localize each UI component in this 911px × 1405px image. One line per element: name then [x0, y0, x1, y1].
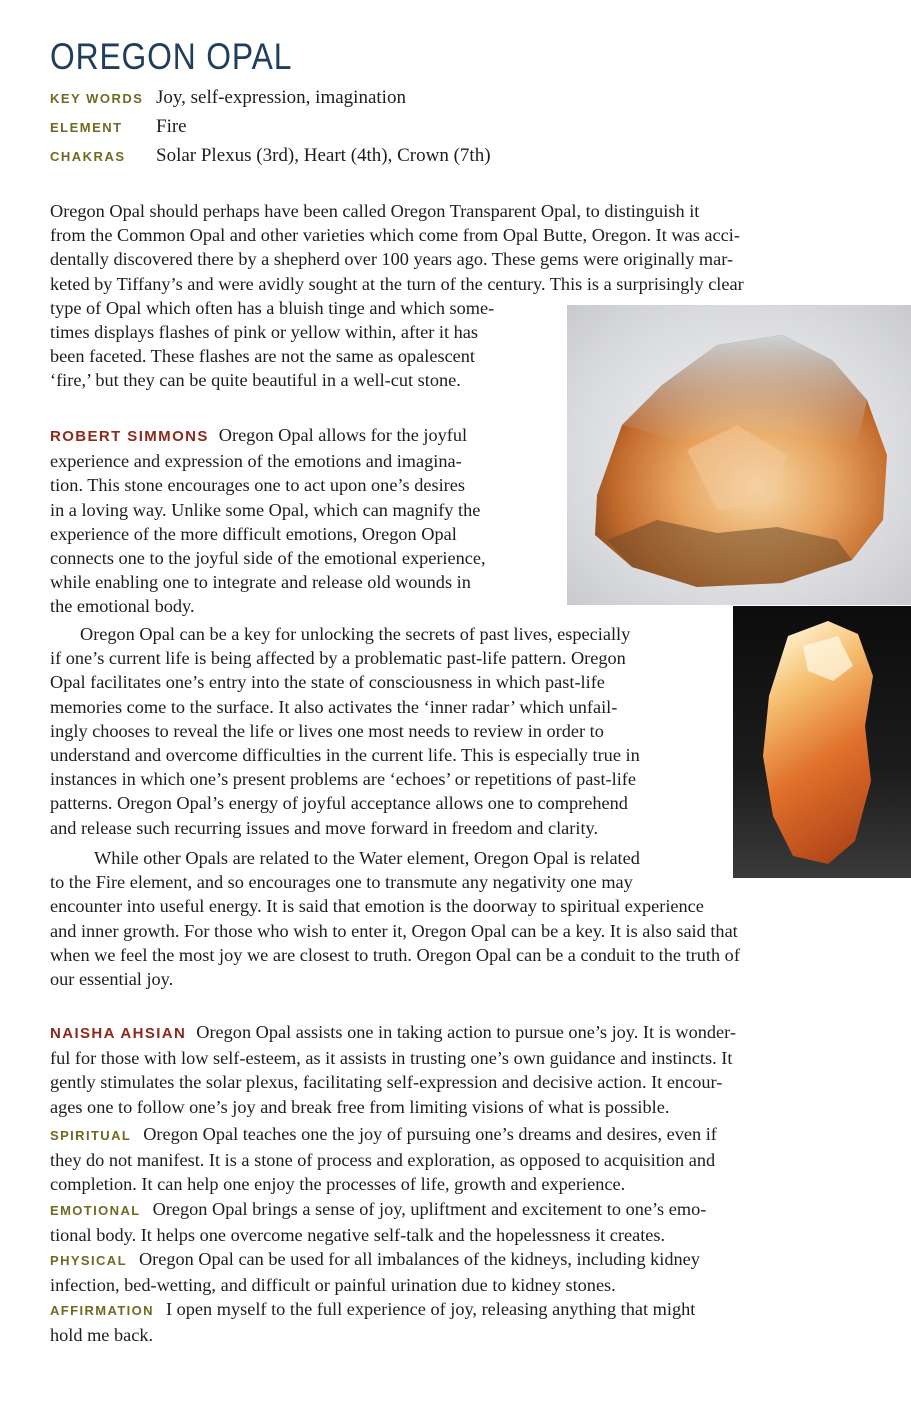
text-line: tional body. It helps one overcome negative self-talk and the hopelessness it creates. [50, 1225, 666, 1246]
key-words-label: KEY WORDS [50, 91, 144, 106]
author-naisha-ahsian: NAISHA AHSIAN [50, 1025, 187, 1042]
text-line: experience of the more difficult emotions, Oregon Opal [50, 523, 457, 544]
text-line: they do not manifest. It is a stone of process and exploration, as opposed to acquisition and [50, 1150, 716, 1171]
text-line: hold me back. [50, 1325, 154, 1346]
emotional-section [50, 1197, 706, 1247]
text-line: ful for those with low self-esteem, as it assists in trusting one’s own guidance and instincts. It [50, 1048, 733, 1069]
element-label: ELEMENT [50, 120, 123, 135]
simmons-paragraph-3 [50, 846, 740, 991]
text-line: Oregon Opal teaches one the joy of pursuing one’s dreams and desires, even if [143, 1124, 717, 1144]
physical-section [50, 1247, 700, 1297]
text-line: Oregon Opal assists one in taking action to pursue one’s joy. It is wonder- [196, 1022, 736, 1042]
text-line: Oregon Opal brings a sense of joy, upliftment and excitement to one’s emo- [152, 1199, 707, 1219]
text-line: type of Opal which often has a bluish tinge and which some- [50, 297, 495, 318]
text-line: and inner growth. For those who wish to enter it, Oregon Opal can be a key. It is also said that [50, 920, 738, 941]
key-words-value: Joy, self-expression, imagination [156, 87, 406, 108]
text-line: memories come to the surface. It also activates the ‘inner radar’ which unfail- [50, 696, 618, 717]
text-line: dentally discovered there by a shepherd over 100 years ago. These gems were originally mar- [50, 249, 734, 270]
text-line: if one’s current life is being affected by a problematic past-life pattern. Oregon [50, 648, 626, 669]
text-line: ‘fire,’ but they can be quite beautiful in a well-cut stone. [50, 370, 461, 391]
author-robert-simmons: ROBERT SIMMONS [50, 428, 209, 445]
text-line: times displays flashes of pink or yellow within, after it has [50, 322, 479, 343]
element-value: Fire [156, 116, 187, 137]
chakras-label: CHAKRAS [50, 149, 126, 164]
physical-label: PHYSICAL [50, 1253, 127, 1268]
text-line: ages one to follow one’s joy and break free from limiting visions of what is possible. [50, 1096, 670, 1117]
text-line: been faceted. These flashes are not the same as opalescent [50, 346, 476, 367]
text-line: Opal facilitates one’s entry into the state of consciousness in which past-life [50, 672, 605, 693]
text-line: I open myself to the full experience of joy, releasing anything that might [165, 1299, 696, 1319]
text-line: our essential joy. [50, 969, 174, 990]
ahsian-paragraph [50, 1020, 736, 1119]
text-line: from the Common Opal and other varieties which come from Opal Butte, Oregon. It was acci- [50, 225, 740, 246]
text-line: Oregon Opal should perhaps have been called Oregon Transparent Opal, to distinguish it [50, 201, 700, 221]
text-line: instances in which one’s present problems are ‘echoes’ or repetitions of past-life [50, 769, 636, 790]
emotional-label: EMOTIONAL [50, 1203, 141, 1218]
text-line: when we feel the most joy we are closest to truth. Oregon Opal can be a conduit to the truth of [50, 944, 740, 965]
simmons-paragraph-2 [50, 622, 640, 840]
text-line: infection, bed-wetting, and difficult or painful urination due to kidney stones. [50, 1275, 616, 1296]
spiritual-section [50, 1122, 717, 1197]
affirmation-section [50, 1297, 695, 1347]
text-line: the emotional body. [50, 596, 195, 617]
page-title: OREGON OPAL [50, 36, 293, 77]
text-line: Oregon Opal can be a key for unlocking the secrets of past lives, especially [80, 624, 631, 644]
text-line: experience and expression of the emotions and imagina- [50, 451, 462, 472]
text-line: gently stimulates the solar plexus, facilitating self-expression and decisive action. It encour- [50, 1072, 723, 1093]
text-line: in a loving way. Unlike some Opal, which can magnify the [50, 499, 481, 520]
text-line: understand and overcome difficulties in the current life. This is especially true in [50, 745, 640, 766]
simmons-paragraph-1 [50, 423, 486, 619]
opal-orange-photo [733, 606, 911, 878]
text-line: patterns. Oregon Opal’s energy of joyful acceptance allows one to comprehend [50, 793, 628, 814]
text-line: ingly chooses to reveal the life or lives one most needs to review in order to [50, 720, 604, 741]
text-line: While other Opals are related to the Water element, Oregon Opal is related [94, 848, 640, 868]
text-line: encounter into useful energy. It is said that emotion is the doorway to spiritual experience [50, 896, 704, 917]
affirmation-label: AFFIRMATION [50, 1303, 154, 1318]
text-line: connects one to the joyful side of the emotional experience, [50, 548, 486, 569]
text-line: to the Fire element, and so encourages one to transmute any negativity one may [50, 872, 633, 893]
text-line: tion. This stone encourages one to act upon one’s desires [50, 475, 465, 496]
text-line: completion. It can help one enjoy the processes of life, growth and experience. [50, 1174, 626, 1195]
chakras-value: Solar Plexus (3rd), Heart (4th), Crown (7th) [156, 145, 491, 166]
element-row [50, 115, 187, 140]
chakras-row [50, 144, 491, 169]
spiritual-label: SPIRITUAL [50, 1128, 132, 1143]
text-line: Oregon Opal can be used for all imbalances of the kidneys, including kidney [138, 1249, 700, 1269]
text-line: Oregon Opal allows for the joyful [218, 425, 468, 445]
key-words-row [50, 86, 406, 111]
text-line: while enabling one to integrate and release old wounds in [50, 572, 471, 593]
text-line: and release such recurring issues and move forward in freedom and clarity. [50, 817, 599, 838]
text-line: keted by Tiffany’s and were avidly sought at the turn of the century. This is a surprisingly clear [50, 273, 744, 294]
opal-rough-photo [567, 305, 911, 605]
